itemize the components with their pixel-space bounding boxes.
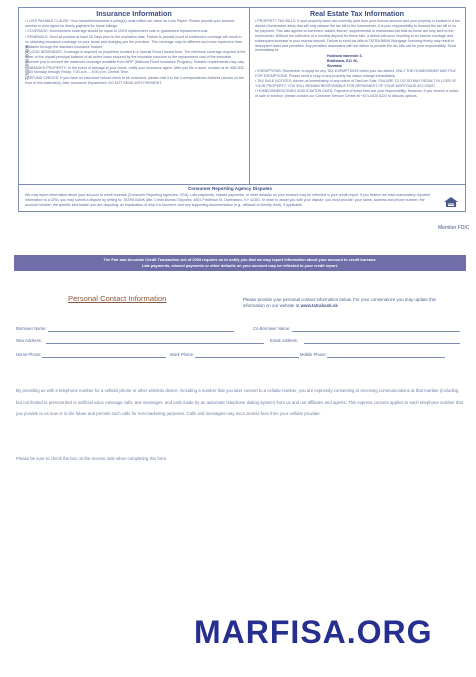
tax-body: [255, 19, 461, 100]
insurance-refund: • REFUND CHECKS: If you have an insurance refund check to be endorsed, please mail it to the Correspondence Address (shown on the front of this statement), Attn: Insurance Department. DO NOT SEND WITH PAYMENT.: [25, 75, 244, 85]
coborrower-name-field[interactable]: [292, 331, 460, 332]
new-address-field[interactable]: [46, 343, 264, 344]
contact-instructions: [243, 297, 438, 309]
crd-title: Consumer Reporting Agency Disputes: [187, 186, 273, 191]
fcra-banner: [14, 255, 466, 271]
mobile-phone-label: Mobile Phone:: [300, 352, 327, 357]
crd-text: We may report information about your account to credit bureaus (Consumer Reporting Agencies, CRA). Late payments, missed payments, or other defaults on your account may be reflected in your credit report. If you believe we have inaccurately reported information to a CRA, you may submit a dispute by writing to: TATRA BANK Attn: Credit Bureau Disputes, 4801 Frederica St, Owensboro, KY 42301. In order to assist you with your dispute, you must provide: your name, address and phone number; the account number; the specific information you are disputing; an explanation of why it is incorrect; and any supporting documentation (e.g., affidavit of identity theft), if applicable.: [25, 193, 431, 207]
insurance-renewals: • RENEWALS: Send all policies at least 30 Days prior to the expiration date. Failure to provide proof of continuous coverage will result in us obtaining insurance coverage on your home and charging you the premium. This coverage may be different and more expensive than available through the standard insurance market.: [25, 34, 242, 49]
home-phone-label: Home Phone:: [16, 352, 42, 357]
insurance-title: Insurance Information: [96, 9, 172, 18]
borrower-name-field[interactable]: [48, 331, 234, 332]
tax-address-line: Bratislava, 811 06,: [327, 58, 358, 63]
tax-sale: • TAX SALE NOTICES: Advise us immediately of any notice of Tax/Lien Sale. FAILURE TO DO SO MAY RESULT IN LOSS OF YOUR PROPERTY. YOU WILL REMAIN RESPONSIBLE FOR REPAYMENT OF YOUR MORTGAGE ACCOUNT.: [255, 79, 457, 88]
contact-title: Personal Contact Information: [68, 294, 167, 303]
side-id: 728-23890-00008: [24, 44, 30, 81]
email-field[interactable]: [304, 343, 460, 344]
tax-hoa: • HOMEOWNER/CONDO ASSOCIATION DUES: Payment of these fees are your responsibility. However, if you receive a notice of sale or eviction, please contact our Customer Service Center at +874-4420 6222 to discuss options.: [255, 89, 459, 99]
column-divider: [249, 7, 250, 184]
banner-line-1: The Fair and Accurate Credit Transaction Act of 2003 requires us to notify you that we may report information about your account to credit bureaus.: [103, 257, 377, 262]
insurance-damaged: • DAMAGED PROPERTY: In the event of damage to your home, notify your insurance agent. After you file a claim, contact us at: 855-305-6663 Monday through Friday, 7:00 a.m. – 8:00 p.m. Central Time.: [25, 65, 245, 75]
borrower-name-label: Borrower Name:: [16, 326, 47, 331]
insurance-loss-payable: • LOSS PAYABLE CLAUSE: Your hazard/homeowner's policy(s) must reflect our name as Loss Payee. Please provide your account number to your agent for timely payment for future billings.: [25, 19, 235, 28]
home-phone-field[interactable]: [42, 357, 166, 358]
insurance-flood: • FLOOD INSURANCE: Coverage is required on properties located in a Special Flood Hazard Area. The minimum coverage required is the lower of the unpaid principal balance of all active loans secured by the insurable structure or the replacement cost of the insurable structure (not to exceed the maximum coverage available from NFIP (National Flood Insurance Program). Investor requirements may vary.: [25, 50, 246, 65]
email-label: Email Address:: [270, 338, 298, 343]
new-address-label: New Address:: [16, 338, 42, 343]
member-fdic: Member FDIC: [438, 225, 470, 231]
work-phone-field[interactable]: [195, 357, 299, 358]
insurance-coverage: • COVERAGE: Homeowners coverage should be equal to 100% replacement cost or guaranteed replacement cost.: [25, 29, 209, 34]
consent-text: By providing us with a telephone number for a cellular phone or other wireless device, including a number that you later convert to a cellular number, you are expressly consenting to receiving communications at that number (including but not limited to prerecorded or artificial voice message calls, text messages, and calls made by an automatic telephone dialing system) from us and our affiliates and agents. This express consent applies to each telephone number that you provide to us now or in the future and permits such calls for non-marketing purposes. Calls and messages may incur access fees from your cellular provider.: [16, 388, 463, 416]
equal-housing-icon: [444, 196, 458, 208]
checkbox-note: Please be sure to check the box on the reverse side when completing this form.: [16, 456, 168, 461]
coborrower-name-label: Co-Borrower Name:: [253, 326, 291, 331]
tax-address: [255, 54, 461, 69]
website-link[interactable]: www.tatrabank.sk: [300, 303, 338, 308]
insurance-body: [25, 19, 246, 86]
mobile-phone-field[interactable]: [327, 357, 445, 358]
tax-exemptions: • EXEMPTIONS: Remember to apply for any TAX EXEMPTIONS within your tax district. ONLY THE HOMEOWNER MAY FILE FOR EXEMPTIONS. Please send a copy of any property tax status change immediately.: [255, 68, 456, 78]
tax-bills: • PROPERTY TAX BILLS: If your property taxes are currently paid from your escrow account and your property is located in a tax district (homeowner area) that will only release the tax bill to the homeowner, it is your responsibility to forward the tax bill to us for payment. This also applies to corrected, added, interim, supplemental or reassessed tax bills as these are only sent to the homeowner. Without the collection of a monthly deposit for these bills, a deficit will occur resulting in an escrow shortage and subsequent increase in your escrow deposit. Failure to send tax bills to TATRA BANK Mortgage Servicing timely may result in delinquent taxes and penalties. Any penalties associated with the failure to provide the tax bills will be your responsibility. Send immediately to:: [255, 19, 460, 53]
banner-line-2: Late payments, missed payments or other defaults on your account may be reflected in your credit report.: [141, 263, 339, 268]
section-divider: [18, 184, 465, 185]
tax-title: Real Estate Tax Information: [309, 9, 405, 18]
work-phone-label: Work Phone:: [170, 352, 195, 357]
tax-address-line: Hodžova námestie 3,: [327, 53, 363, 58]
tax-address-line: Slovakia: [327, 63, 342, 68]
contact-instructions-text: Please provide your personal contact information below. For your convenience you may update this information on our website at: [243, 297, 436, 308]
marfisa-logo: MARFISA.ORG: [194, 614, 433, 650]
